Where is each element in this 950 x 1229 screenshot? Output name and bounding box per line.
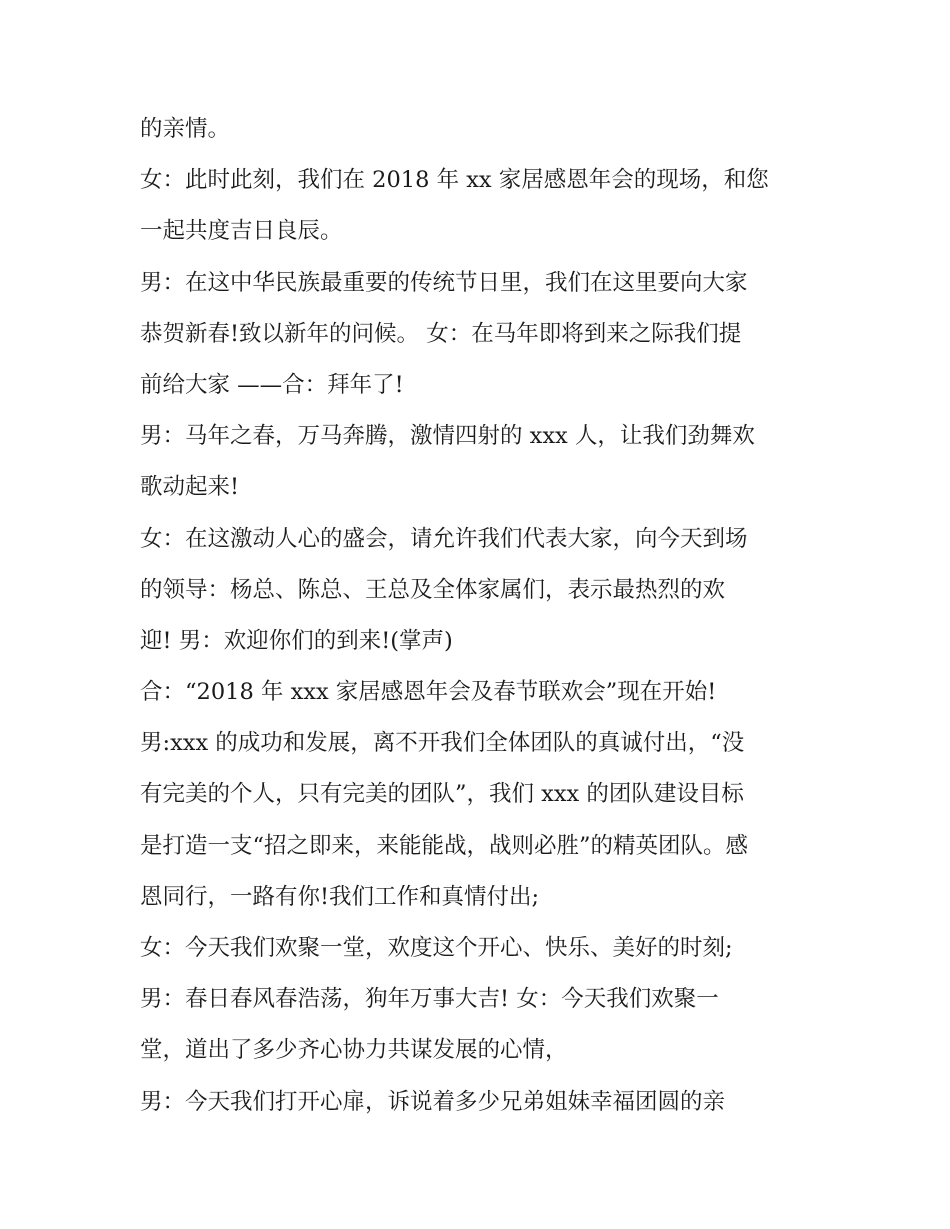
script-text-block xyxy=(140,104,830,1128)
text-line: 男：马年之春，万马奔腾，激情四射的 xxx 人，让我们劲舞欢 xyxy=(140,423,755,450)
text-line: 男：春日春风春浩荡，狗年万事大吉! 女：今天我们欢聚一 xyxy=(140,986,719,1013)
text-line: 迎! 男：欢迎你们的到来!(掌声) xyxy=(140,627,453,654)
text-line: 恩同行，一路有你!我们工作和真情付出; xyxy=(140,883,540,910)
text-line: 合：“2018 年 xxx 家居感恩年会及春节联欢会”现在开始! xyxy=(140,679,717,706)
text-line: 歌动起来! xyxy=(140,474,240,501)
text-line: 的领导：杨总、陈总、王总及全体家属们，表示最热烈的欢 xyxy=(140,576,726,603)
text-line: 男：在这中华民族最重要的传统节日里，我们在这里要向大家 xyxy=(140,269,748,296)
text-line: 恭贺新春!致以新年的问候。 女：在马年即将到来之际我们提 xyxy=(140,320,742,347)
text-line: 有完美的个人，只有完美的团队”，我们 xxx 的团队建设目标 xyxy=(140,781,744,808)
text-line: 男：今天我们打开心扉，诉说着多少兄弟姐妹幸福团圆的亲 xyxy=(140,1088,726,1115)
text-line: 女：今天我们欢聚一堂，欢度这个开心、快乐、美好的时刻; xyxy=(140,935,733,961)
text-line: 堂，道出了多少齐心协力共谋发展的心情， xyxy=(140,1037,568,1064)
text-line: 一起共度吉日良辰。 xyxy=(140,218,343,245)
text-line: 是打造一支“招之即来，来能能战，战则必胜”的精英团队。感 xyxy=(140,832,749,859)
text-line: 女：此时此刻，我们在 2018 年 xx 家居感恩年会的现场，和您 xyxy=(140,167,769,194)
text-line: 的亲情。 xyxy=(140,116,231,142)
text-line: 前给大家 ——合：拜年了! xyxy=(140,371,404,398)
text-line: 男:xxx 的成功和发展，离不开我们全体团队的真诚付出，“没 xyxy=(140,730,745,757)
text-line: 女：在这激动人心的盛会，请允许我们代表大家，向今天到场 xyxy=(140,525,748,552)
